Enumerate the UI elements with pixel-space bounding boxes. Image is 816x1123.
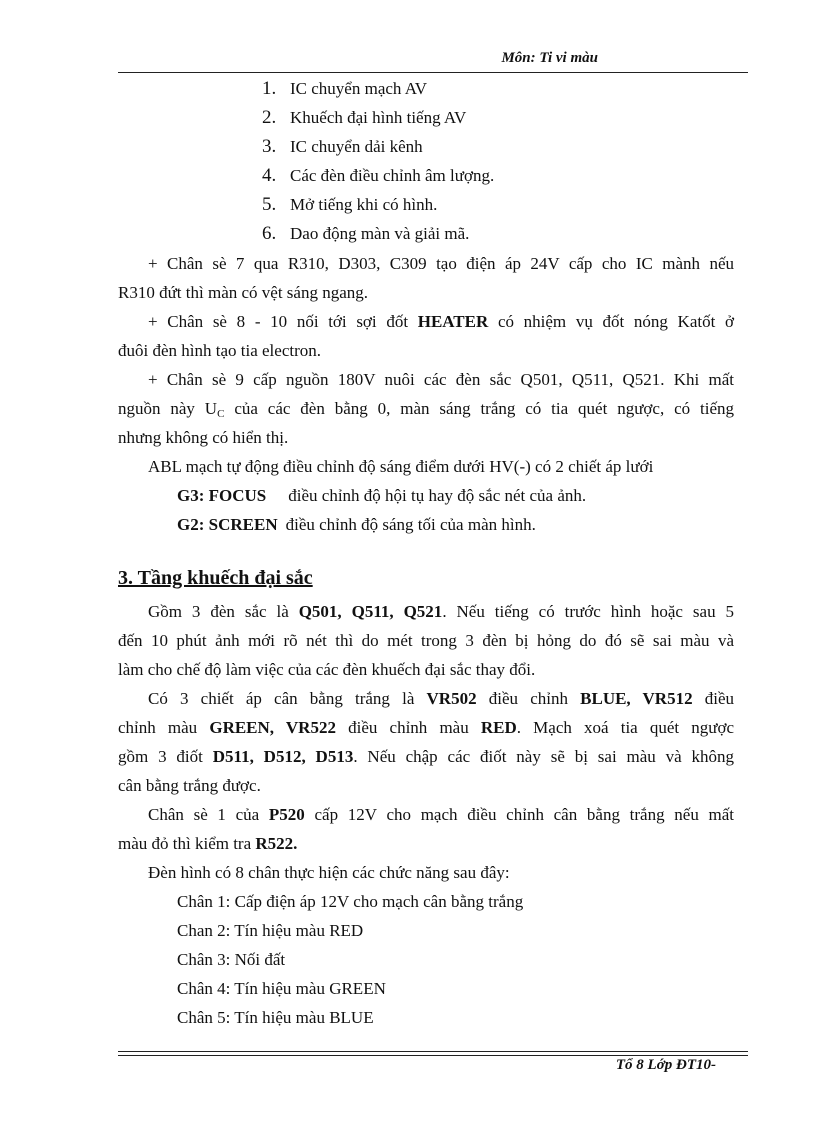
page-header [118,48,748,73]
list-item: 1. IC chuyển mạch AV [262,78,428,99]
paragraph-line: gồm 3 điốt D511, D512, D513. Nếu chập các điốt này sẽ bị sai màu và không [118,747,735,766]
grid-g2-line: G2: SCREEN điều chỉnh độ sáng tối của màn hình. [177,515,536,534]
paragraph-line: chỉnh màu GREEN, VR522 điều chỉnh màu RED. Mạch xoá tia quét ngược [118,718,735,737]
paragraph-line: nguồn này $U_C$ của các đèn bằng 0, màn sáng trắng có tia quét ngược, có tiếng [118,399,734,420]
list-item: 2. Khuếch đại hình tiếng AV [262,107,467,128]
paragraph-line: Chân sè 1 của P520 cấp 12V cho mạch điều chỉnh cân bằng trắng nếu mất [148,805,735,824]
pin-item: Chân 4: Tín hiệu màu GREEN [177,979,386,998]
paragraph-line: + Chân sè 8 - 10 nối tới sợi đốt HEATER có nhiệm vụ đốt nóng Katốt ở [148,312,734,331]
paragraph-line: nhưng không có hiển thị. [118,428,289,447]
list-item: 3. IC chuyển dải kênh [262,136,423,157]
list-item: 6. Dao động màn và giải mã. [262,223,470,244]
list-item: 4. Các đèn điều chỉnh âm lượng. [262,165,495,186]
paragraph-line: ABL mạch tự động điều chỉnh độ sáng điểm dưới HV(-) có 2 chiết áp lưới [148,457,654,476]
paragraph-line: Gồm 3 đèn sắc là Q501, Q511, Q521. Nếu tiếng có trước hình hoặc sau 5 [148,602,735,621]
paragraph-line: Có 3 chiết áp cân bằng trắng là VR502 điều chỉnh BLUE, VR512 điều [148,689,735,708]
paragraph-line: đến 10 phút ảnh mới rõ nét thì do mét trong 3 đèn bị hỏng do đó sẽ sai màu và [118,631,734,650]
grid-g3-line: G3: FOCUS điều chỉnh độ hội tụ hay độ sắc nét của ảnh. [177,486,587,505]
footer-text: Tổ 8 Lớp ĐT10- [615,1057,716,1073]
pin-item: Chân 5: Tín hiệu màu BLUE [177,1008,374,1027]
paragraph-line: Đèn hình có 8 chân thực hiện các chức năng sau đây: [148,863,510,882]
pin-item: Chân 3: Nối đất [177,950,286,969]
pin-item: Chan 2: Tín hiệu màu RED [177,921,364,940]
list-item: 5. Mở tiếng khi có hình. [262,194,438,215]
paragraph-line: cân bằng trắng được. [118,776,261,795]
paragraph-line: làm cho chế độ làm việc của các đèn khuếch đại sắc thay đổi. [118,660,536,679]
header-subject: Môn: Ti vi màu [501,50,598,66]
footer-divider [118,1055,748,1056]
paragraph-line: + Chân sè 7 qua R310, D303, C309 tạo điện áp 24V cấp cho IC mành nếu [148,254,734,273]
section-title: 3. Tầng khuếch đại sắc [118,567,313,589]
pin-item: Chân 1: Cấp điện áp 12V cho mạch cân bằng trắng [177,892,524,911]
footer-divider [118,1051,748,1052]
paragraph-line: đuôi đèn hình tạo tia electron. [118,341,321,360]
paragraph-line: màu đỏ thì kiểm tra R522. [118,834,298,853]
paragraph-line: + Chân sè 9 cấp nguồn 180V nuôi các đèn sắc Q501, Q511, Q521. Khi mất [148,370,734,389]
paragraph-line: R310 đứt thì màn có vệt sáng ngang. [118,283,369,302]
